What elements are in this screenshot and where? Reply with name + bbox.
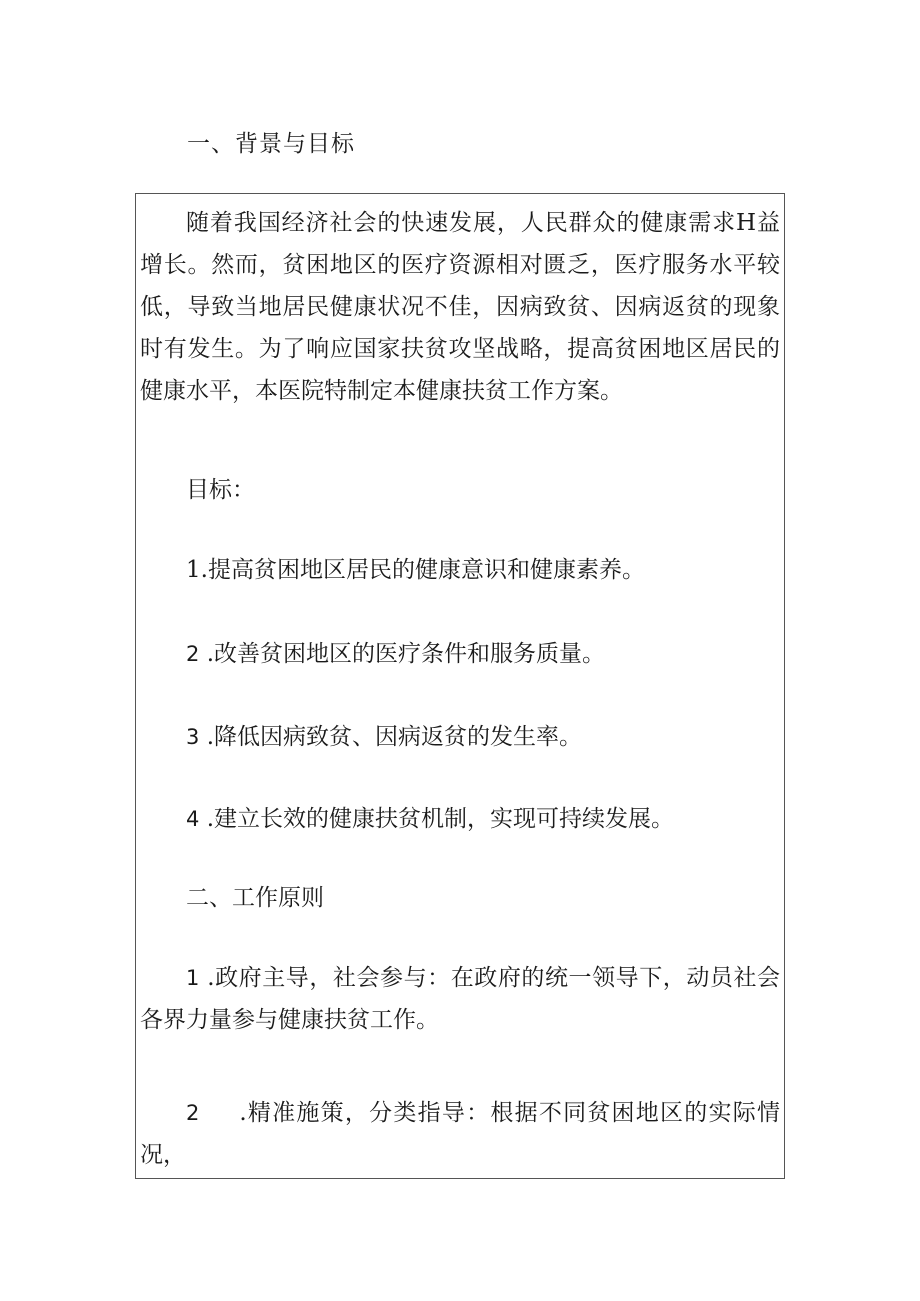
principle-number: 2 (186, 1101, 200, 1125)
principle-item-2 (140, 1092, 780, 1176)
principle-item-1 (140, 957, 780, 1041)
background-paragraph: 随着我国经济社会的快速发展，人民群众的健康需求H益增长。然而，贫困地区的医疗资源相对匮乏，医疗服务水平较低，导致当地居民健康状况不佳，因病致贫、因病返贫的现象时有发生。为了响应国家扶贫攻坚战略，提高贫困地区居民的健康水平，本医院特制定本健康扶贫工作方案。 (140, 210, 780, 404)
goal-text: .建立长效的健康扶贫机制，实现可持续发展。 (206, 806, 674, 832)
goal-number: 3 (186, 725, 200, 749)
goal-text: 提高贫困地区居民的健康意识和健康素养。 (207, 557, 645, 583)
goal-number: 2 (186, 642, 200, 666)
principle-number: 1 (186, 966, 200, 990)
section2-heading: 二、工作原则 (186, 885, 324, 911)
content-frame (135, 193, 785, 1179)
goal-text: .降低因病致贫、因病返贫的发生率。 (206, 724, 582, 750)
goal-text: .改善贫困地区的医疗条件和服务质量。 (206, 641, 605, 667)
goal-number: 1. (186, 557, 208, 583)
goal-number: 4 (186, 807, 200, 831)
goal-item-2 (186, 638, 605, 670)
principle-text: .精准施策，分类指导：根据不同贫困地区的实际情况， (140, 1100, 780, 1168)
goals-label: 目标： (186, 477, 255, 503)
section1-heading: 一、背景与目标 (187, 131, 355, 157)
goal-item-3 (186, 721, 582, 753)
principle-text: .政府主导，社会参与：在政府的统一领导下，动员社会各界力量参与健康扶贫工作。 (140, 965, 781, 1033)
goal-item-4 (186, 803, 674, 835)
goal-item-1 (186, 554, 645, 586)
